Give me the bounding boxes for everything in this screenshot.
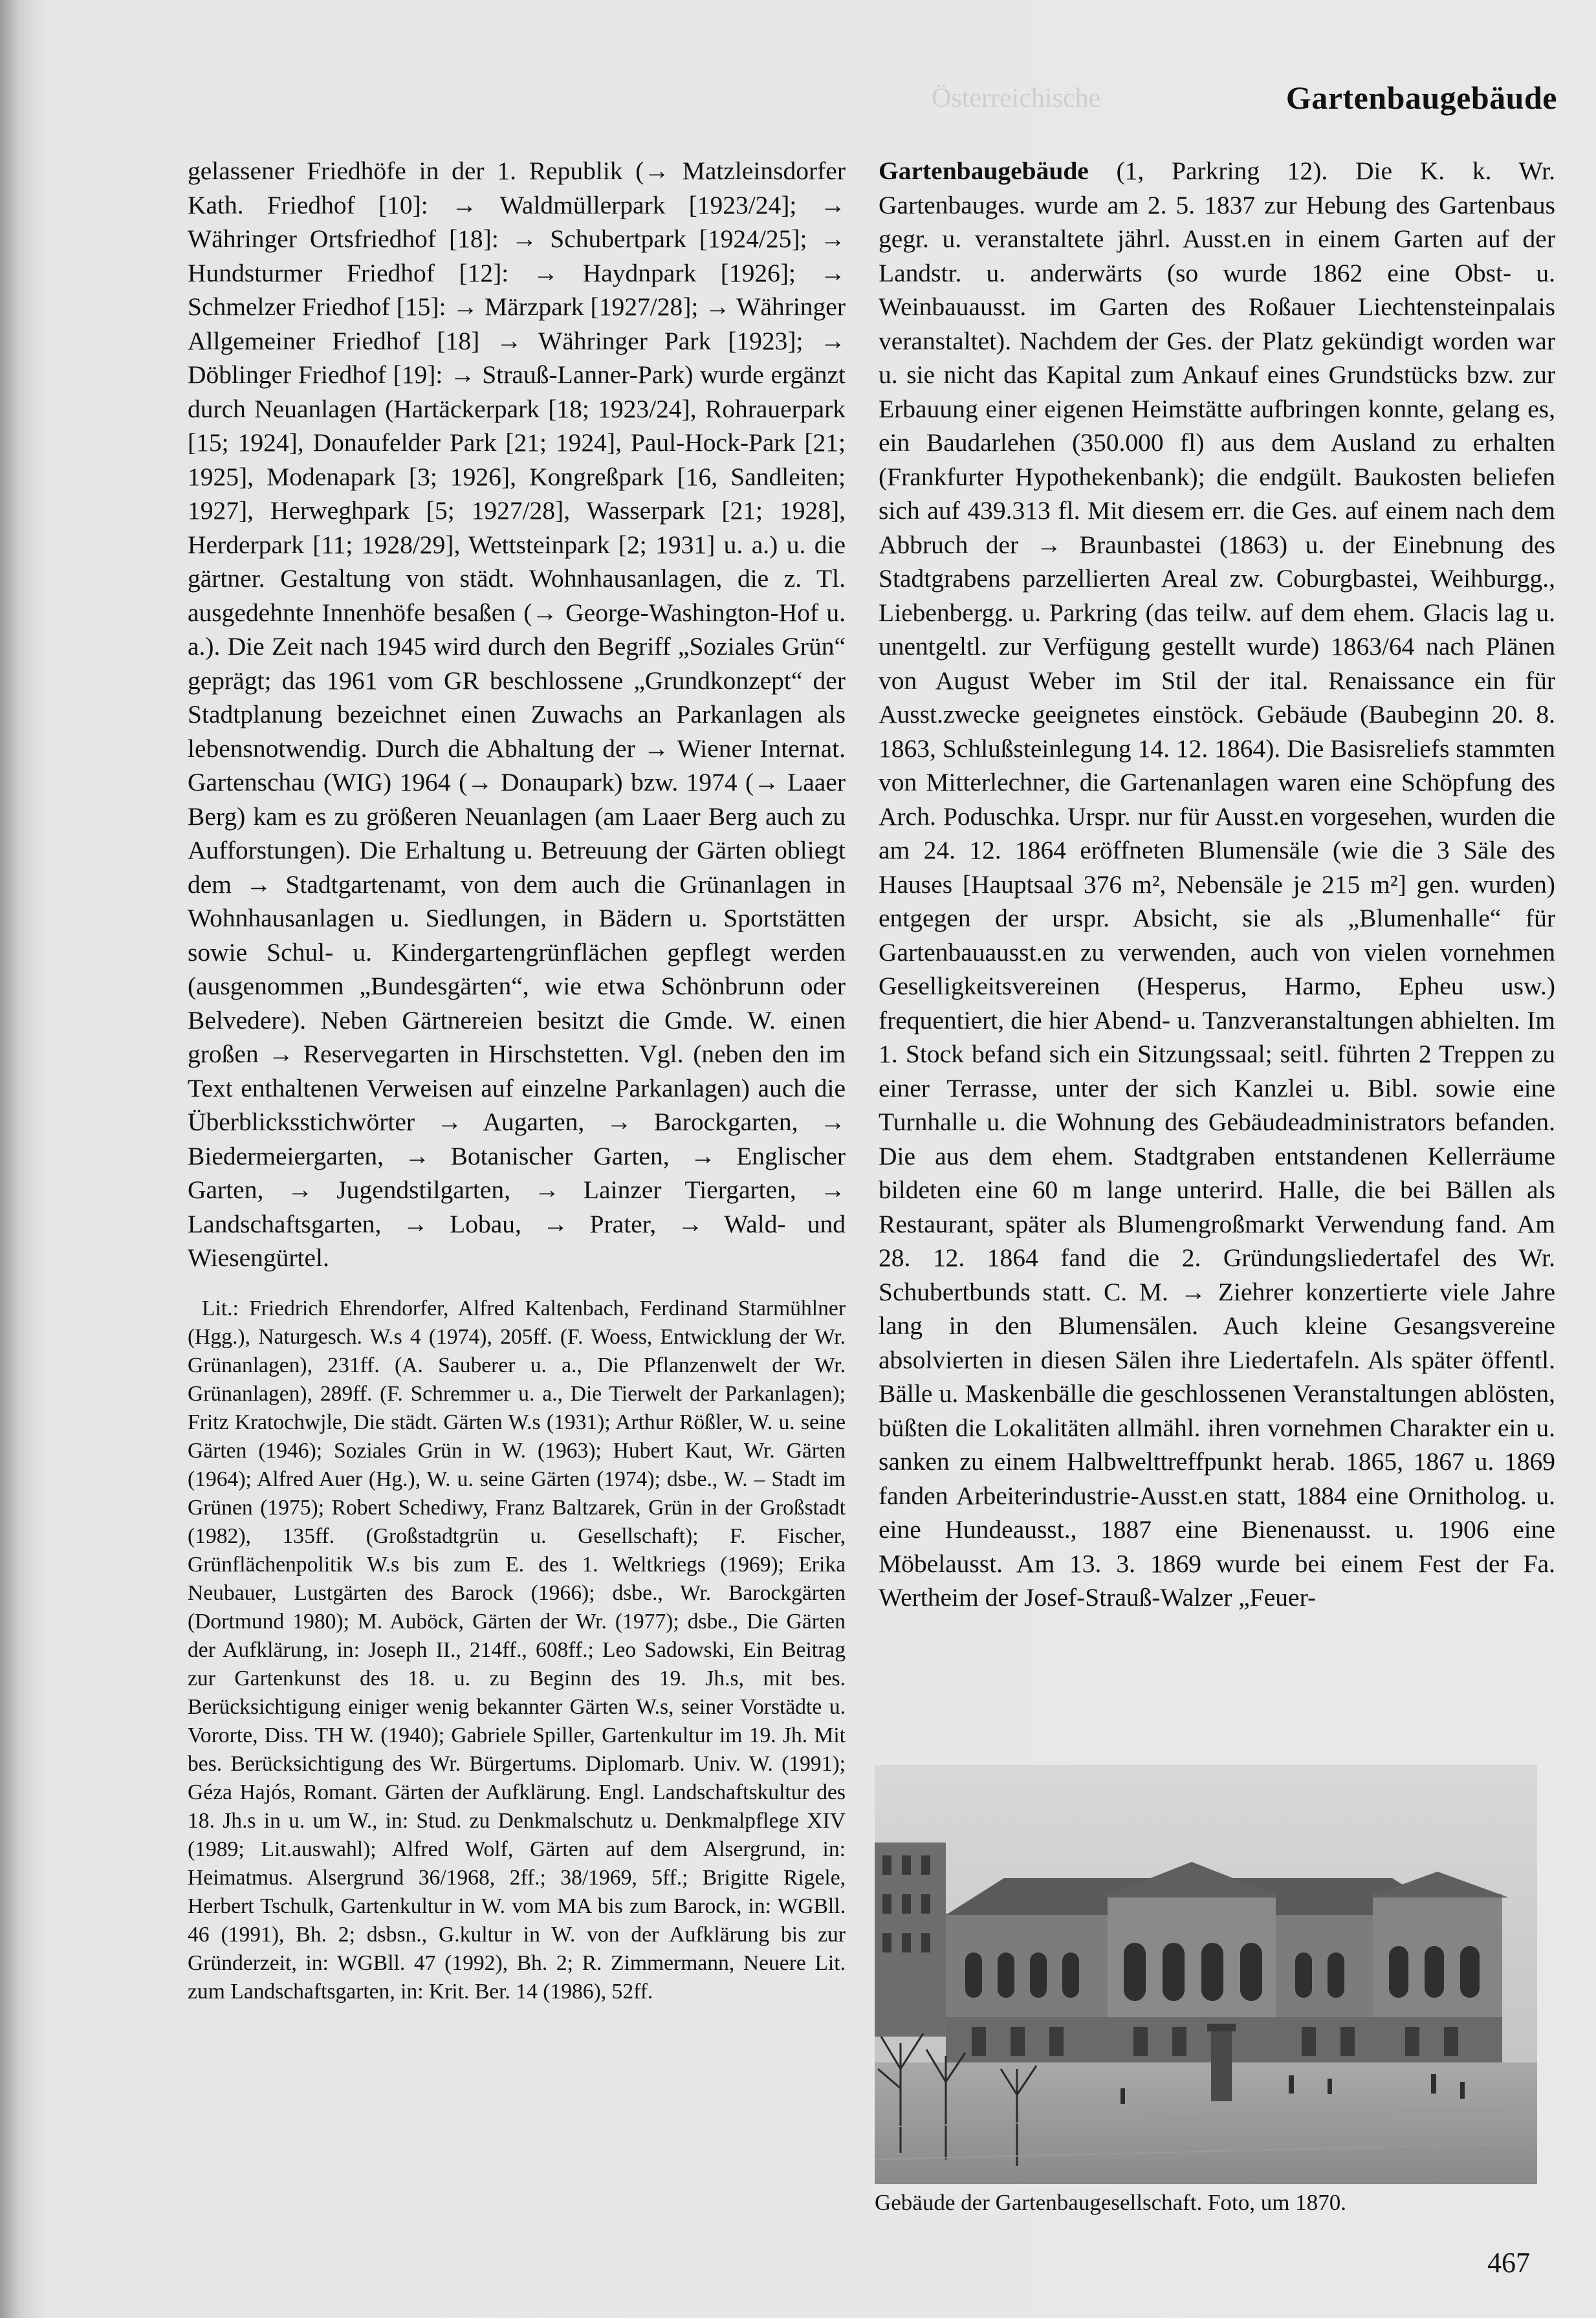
right-column: [879, 154, 1555, 1615]
left-body-text: gelassener Friedhöfe in der 1. Republik (→ Matzleinsdorfer Kath. Friedhof [10]: → Waldmüllerpark [1923/24]; → Währinger Ortsfriedhof [18]: → Schubertpark [1924/25]; → Hundsturmer Friedhof [12]: → Haydnpark [1926]; → Schmelzer Friedhof [15]: → Märzpark [1927/28]; → Währinger Allgemeiner Friedhof [18] → Währinger Park [1923]; → Döblinger Friedhof [19]: → Strauß-Lanner-Park) wurde ergänzt durch Neuanlagen (Hartäckerpark [18; 1923/24], Rohrauerpark [15; 1924], Donaufelder Park [21; 1924], Paul-Hock-Park [21; 1925], Modenapark [3; 1926], Kongreßpark [16, Sandleiten; 1927], Herweghpark [5; 1927/28], Wasserpark [21; 1928], Herderpark [11; 1928/29], Wettsteinpark [2; 1931] u. a.) u. die gärtner. Gestaltung von städt. Wohnhausanlagen, die z. Tl. ausgedehnte Innenhöfe besaßen (→ George-Washington-Hof u. a.). Die Zeit nach 1945 wird durch den Begriff „Soziales Grün“ geprägt; das 1961 vom GR beschlossene „Grundkonzept“ der Stadtplanung bezeichnet einen Zuwachs an Parkanlagen als lebensnotwendig. Durch die Abhaltung der → Wiener Internat. Gartenschau (WIG) 1964 (→ Donaupark) bzw. 1974 (→ Laaer Berg) kam es zu größeren Neuanlagen (am Laaer Berg auch zu Aufforstungen). Die Erhaltung u. Betreuung der Gärten obliegt dem → Stadtgartenamt, von dem auch die Grünanlagen in Wohnhausanlagen u. Siedlungen, in Bädern u. Sportstätten sowie Schul- u. Kindergartengrünflächen gepflegt werden (ausgenommen „Bundesgärten“, wie etwa Schönbrunn oder Belvedere). Neben Gärtnereien besitzt die Gmde. W. einen großen → Reservegarten in Hirschstetten. Vgl. (neben den im Text enthaltenen Verweisen auf einzelne Parkanlagen) auch die Überblicksstichwörter → Augarten, → Barockgarten, → Biedermeiergarten, → Botanischer Garten, → Englischer Garten, → Jugendstilgarten, → Lainzer Tiergarten, → Landschaftsgarten, → Lobau, → Prater, → Wald- und Wiesengürtel.: [188, 157, 846, 1272]
literature-references: Lit.: Friedrich Ehrendorfer, Alfred Kaltenbach, Ferdinand Starmühlner (Hgg.), Naturgesch. W.s 4 (1974), 205ff. (F. Woess, Entwicklung der Wr. Grünanlagen), 231ff. (A. Sauberer u. a., Die Pflanzenwelt der Wr. Grünanlagen), 289ff. (F. Schremmer u. a., Die Tierwelt der Parkanlagen); Fritz Kratochwjle, Die städt. Gärten W.s (1931); Arthur Rößler, W. u. seine Gärten (1946); Soziales Grün in W. (1963); Hubert Kaut, Wr. Gärten (1964); Alfred Auer (Hg.), W. u. seine Gärten (1974); dsbe., W. – Stadt im Grünen (1975); Robert Schediwy, Franz Baltzarek, Grün in der Großstadt (1982), 135ff. (Großstadtgrün u. Gesellschaft); F. Fischer, Grünflächenpolitik W.s bis zum E. des 1. Weltkriegs (1969); Erika Neubauer, Lustgärten des Barock (1966); dsbe., Wr. Barockgärten (Dortmund 1980); M. Auböck, Gärten der Wr. (1977); dsbe., Die Gärten der Aufklärung, in: Joseph II., 214ff., 608ff.; Leo Sadowski, Ein Beitrag zur Gartenkunst des 18. u. zu Beginn des 19. Jh.s, mit bes. Berücksichtigung einiger wenig bekannter Gärten W.s, seiner Vorstädte u. Vororte, Diss. TH W. (1940); Gabriele Spiller, Gartenkultur im 19. Jh. Mit bes. Berücksichtigung des Wr. Bürgertums. Diplomarb. Univ. W. (1991); Géza Hajós, Romant. Gärten der Aufklärung. Engl. Landschaftskultur des 18. Jh.s in u. um W., in: Stud. zu Denkmalschutz u. Denkmalpflege XIV (1989; Lit.auswahl); Alfred Wolf, Gärten auf dem Alsergrund, in: Heimatmus. Alsergrund 36/1968, 2ff.; 38/1969, 5ff.; Brigitte Rigele, Herbert Tschulk, Gartenkultur in W. vom MA bis zum Barock, in: WGBll. 46 (1991), Bh. 2; dsbsn., G.kultur in W. von der Aufklärung bis zur Gründerzeit, in: WGBll. 47 (1992), Bh. 2; R. Zimmermann, Neuere Lit. zum Landschaftsgarten, in: Krit. Ber. 14 (1986), 52ff.: [188, 1296, 846, 2004]
entry-text: (1, Parkring 12). Die K. k. Wr. Gartenbauges. wurde am 2. 5. 1837 zur Hebung des Gartenbaus gegr. u. veranstaltete jährl. Ausst.en in einem Garten auf der Landstr. u. anderwärts (so wurde 1862 eine Obst- u. Weinbauausst. im Garten des Roßauer Liechtensteinpalais veranstaltet). Nachdem der Ges. der Platz gekündigt worden war u. sie nicht das Kapital zum Ankauf eines Grundstücks bzw. zur Erbauung einer eigenen Heimstätte aufbringen konnte, gelang es, ein Baudarlehen (350.000 fl) aus dem Ausland zu erhalten (Frankfurter Hypothekenbank); die endgült. Baukosten beliefen sich auf 439.313 fl. Mit diesem err. die Ges. auf einem nach dem Abbruch der → Braunbastei (1863) u. der Einebnung des Stadtgrabens parzellierten Areal zw. Coburgbastei, Weihburgg., Liebenbergg. u. Parkring (das teilw. auf dem ehem. Glacis lag u. unentgeltl. zur Verfügung gestellt wurde) 1863/64 nach Plänen von August Weber im Stil der ital. Renaissance ein für Ausst.zwecke geeignetes einstöck. Gebäude (Baubeginn 20. 8. 1863, Schlußsteinlegung 14. 12. 1864). Die Basisreliefs stammten von Mitterlechner, die Gartenanlagen waren eine Schöpfung des Arch. Poduschka. Urspr. nur für Ausst.en vorgesehen, wurden die am 24. 12. 1864 eröffneten Blumensäle (wie die 3 Säle des Hauses [Hauptsaal 376 m², Nebensäle je 215 m²] gen. wurden) entgegen der urspr. Absicht, sie als „Blumenhalle“ für Gartenbauausst.en zu verwenden, auch von vielen vornehmen Geselligkeitsvereinen (Hesperus, Harmo, Epheu usw.) frequentiert, die hier Abend- u. Tanzveranstaltungen abhielten. Im 1. Stock befand sich ein Sitzungssaal; seitl. führten 2 Treppen zu einer Terrasse, unter der sich Kanzlei u. Bibl. sowie eine Turnhalle u. die Wohnung des Gebäudeadministrators befanden. Die aus dem ehem. Stadtgraben entstandenen Kellerräume bildeten eine 60 m lange unterird. Halle, die bei Bällen als Restaurant, später als Blumengroßmarkt Verwendung fand. Am 28. 12. 1864 fand die 2. Gründungsliedertafel des Wr. Schubertbunds statt. C. M. → Ziehrer konzertierte viele Jahre lang in den Blumensälen. Auch kleine Gesangsvereine absolvierten in diesen Sälen ihre Liedertafeln. Als später öffentl. Bälle u. Maskenbälle die geschlossenen Veranstaltungen ablösten, büßten die Lokalitäten allmähl. ihren vornehmen Charakter ein u. sanken zu einem Halbwelttreffpunkt herab. 1865, 1867 u. 1869 fanden Arbeiterindustrie-Ausst.en statt, 1884 eine Ornitholog. u. eine Hundeausst., 1887 eine Bienenausst. u. 1906 eine Möbelausst. Am 13. 3. 1869 wurde bei einem Fest der Fa. Wertheim der Josef-Strauß-Walzer „Feuer-: [879, 157, 1555, 1612]
page-number: 467: [1487, 2247, 1530, 2279]
left-column: [188, 154, 846, 2006]
building-photo: [875, 1765, 1537, 2184]
bleed-through-text: Österreichische: [932, 83, 1101, 113]
entry-paragraph: [879, 154, 1555, 1615]
figure-caption: Gebäude der Gartenbaugesellschaft. Foto, um 1870.: [875, 2190, 1346, 2215]
running-head: Gartenbaugebäude: [1285, 80, 1557, 116]
entry-title: Gartenbaugebäude: [879, 157, 1089, 185]
